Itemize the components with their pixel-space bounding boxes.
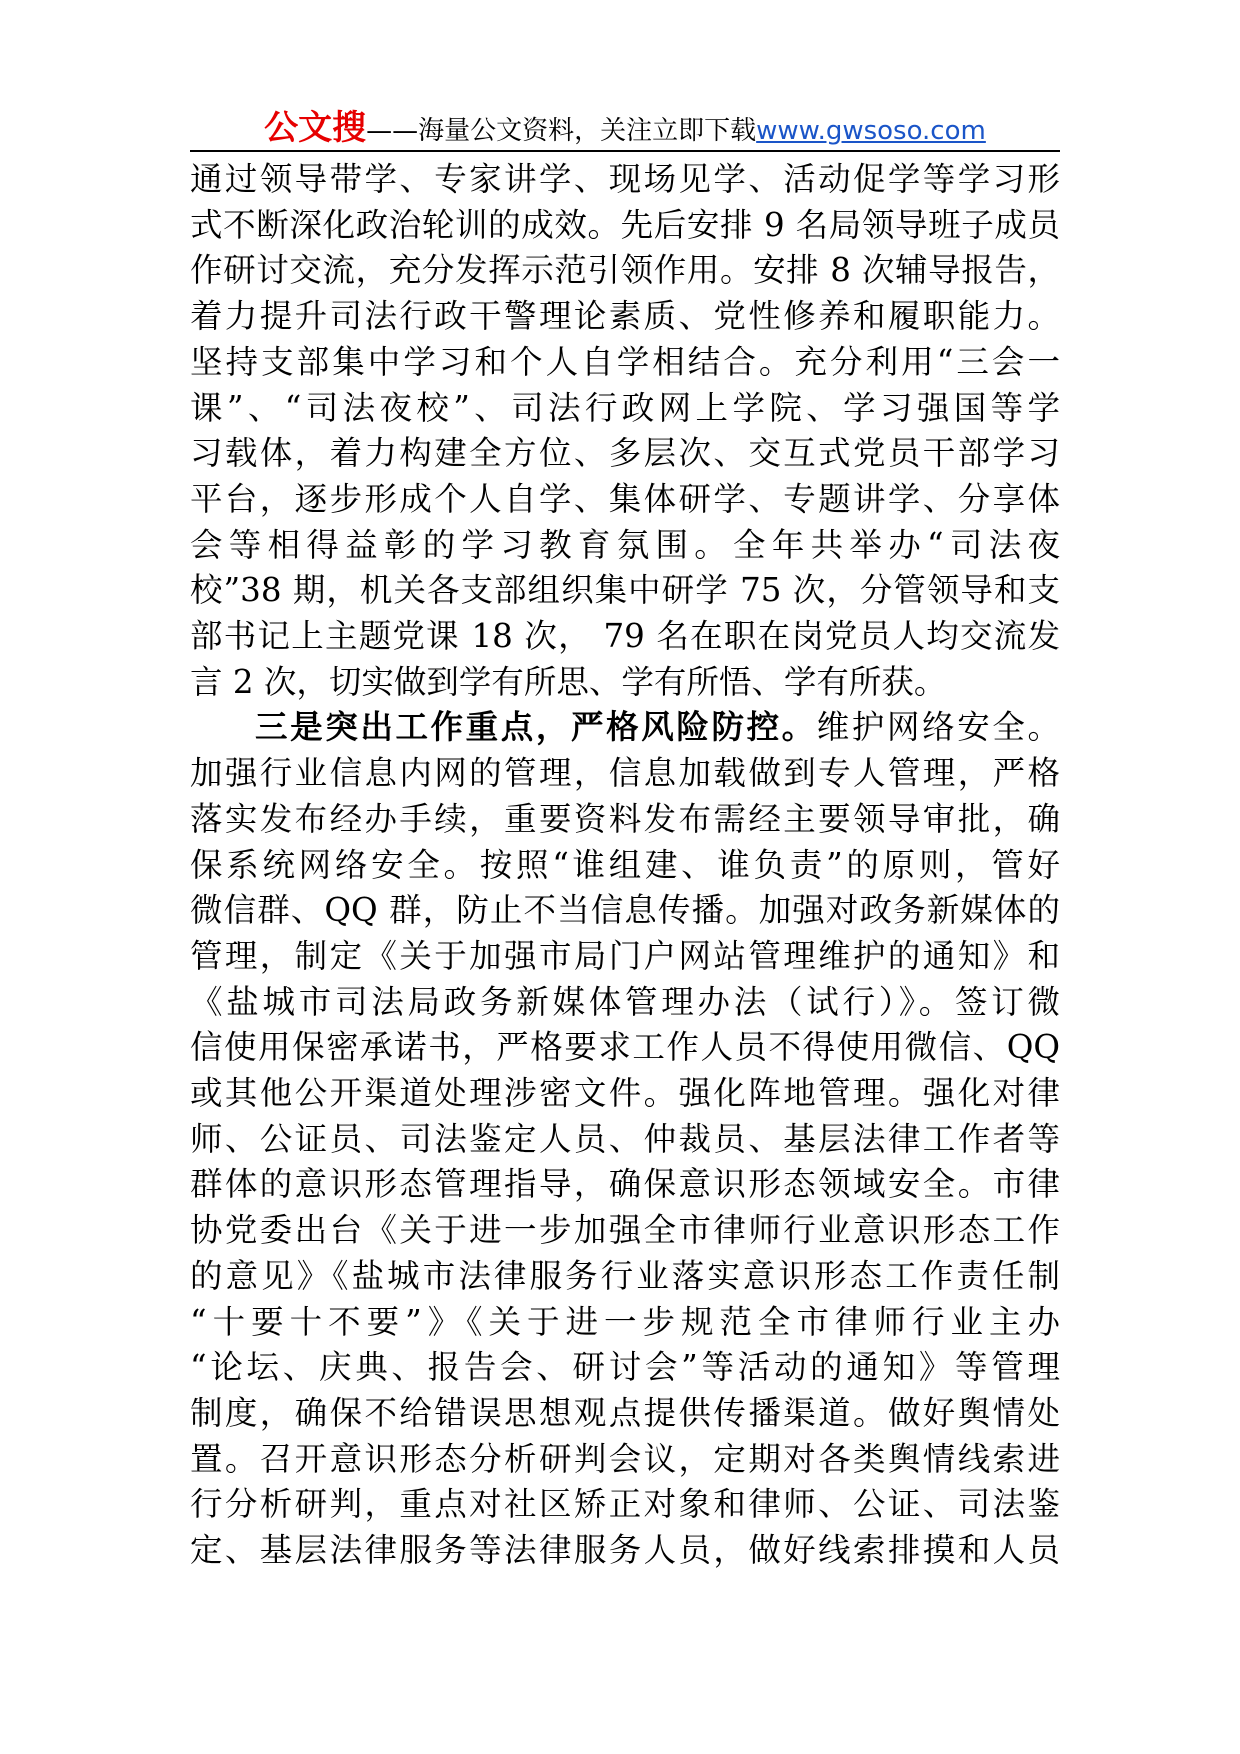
text-line: 保系统网络安全。按照“谁组建、谁负责”的原则，管好 [190,845,1060,884]
brand-logo: 公文搜 [264,108,367,148]
text-line: 部书记上主题党课 18 次， 79 名在职在岗党员人均交流发 [190,617,1060,656]
text-line: 协党委出台《关于进一步加强全市律师行业意识形态工作 [190,1211,1060,1250]
text-line: 通过领导带学、专家讲学、现场见学、活动促学等学习形 [190,160,1060,198]
text-line: 行分析研判，重点对社区矫正对象和律师、公证、司法鉴 [190,1485,1060,1524]
text-line: 或其他公开渠道处理涉密文件。强化阵地管理。强化对律 [190,1074,1060,1113]
site-link[interactable]: www.gwsoso.com [756,116,986,146]
text-line: 加强行业信息内网的管理，信息加载做到专人管理，严格 [190,754,1060,793]
text-line: 信使用保密承诺书，严格要求工作人员不得使用微信、QQ [190,1028,1060,1067]
text-line: 着力提升司法行政干警理论素质、党性修养和履职能力。 [190,297,1060,336]
text-line: 《盐城市司法局政务新媒体管理办法（试行）》。签订微 [190,982,1060,1021]
text-span: 维护网络安全。 [816,708,1060,747]
text-line: 微信群、QQ 群，防止不当信息传播。加强对政务新媒体的 [190,891,1060,930]
text-line: 会等相得益彰的学习教育氛围。全年共举办“司法夜 [190,525,1060,564]
text-line: “十要十不要”》《关于进一步规范全市律师行业主办 [190,1302,1060,1341]
text-line: 师、公证员、司法鉴定人员、仲裁员、基层法律工作者等 [190,1119,1060,1158]
text-line: 校”38 期，机关各支部组织集中研学 75 次，分管领导和支 [190,571,1060,610]
text-line: 习载体，着力构建全方位、多层次、交互式党员干部学习 [190,434,1060,473]
text-line: 课”、“司法夜校”、司法行政网上学院、学习强国等学 [190,388,1060,427]
paragraph-1 [190,157,1060,705]
text-line: 言 2 次，切实做到学有所思、学有所悟、学有所获。 [190,662,947,701]
text-line: 式不断深化政治轮训的成效。先后安排 9 名局领导班子成员 [190,205,1060,244]
text-line: “论坛、庆典、报告会、研讨会”等活动的通知》等管理 [190,1348,1060,1387]
header-tagline: ——海量公文资料，关注立即下载 [366,116,757,146]
text-line: 群体的意识形态管理指导，确保意识形态领域安全。市律 [190,1165,1060,1204]
paragraph-heading: 三是突出工作重点，严格风险防控。 [255,708,817,747]
document-body [190,157,1060,1574]
paragraph-2-first-line [190,705,1060,751]
text-line: 平台，逐步形成个人自学、集体研学、专题讲学、分享体 [190,479,1060,518]
text-line: 的意见》《盐城市法律服务行业落实意识形态工作责任制 [190,1256,1060,1295]
text-line: 定、基层法律服务等法律服务人员，做好线索排摸和人员 [190,1531,1060,1570]
text-line: 作研讨交流，充分发挥示范引领作用。安排 8 次辅导报告， [190,251,1060,290]
text-line: 坚持支部集中学习和个人自学相结合。充分利用“三会一 [190,342,1060,381]
text-line: 落实发布经办手续，重要资料发布需经主要领导审批，确 [190,799,1060,838]
page-header [190,100,1060,152]
text-line: 制度，确保不给错误思想观点提供传播渠道。做好舆情处 [190,1393,1060,1432]
paragraph-2 [190,705,1060,1573]
text-line: 置。召开意识形态分析研判会议，定期对各类舆情线索进 [190,1439,1060,1478]
text-line: 管理，制定《关于加强市局门户网站管理维护的通知》和 [190,936,1060,975]
